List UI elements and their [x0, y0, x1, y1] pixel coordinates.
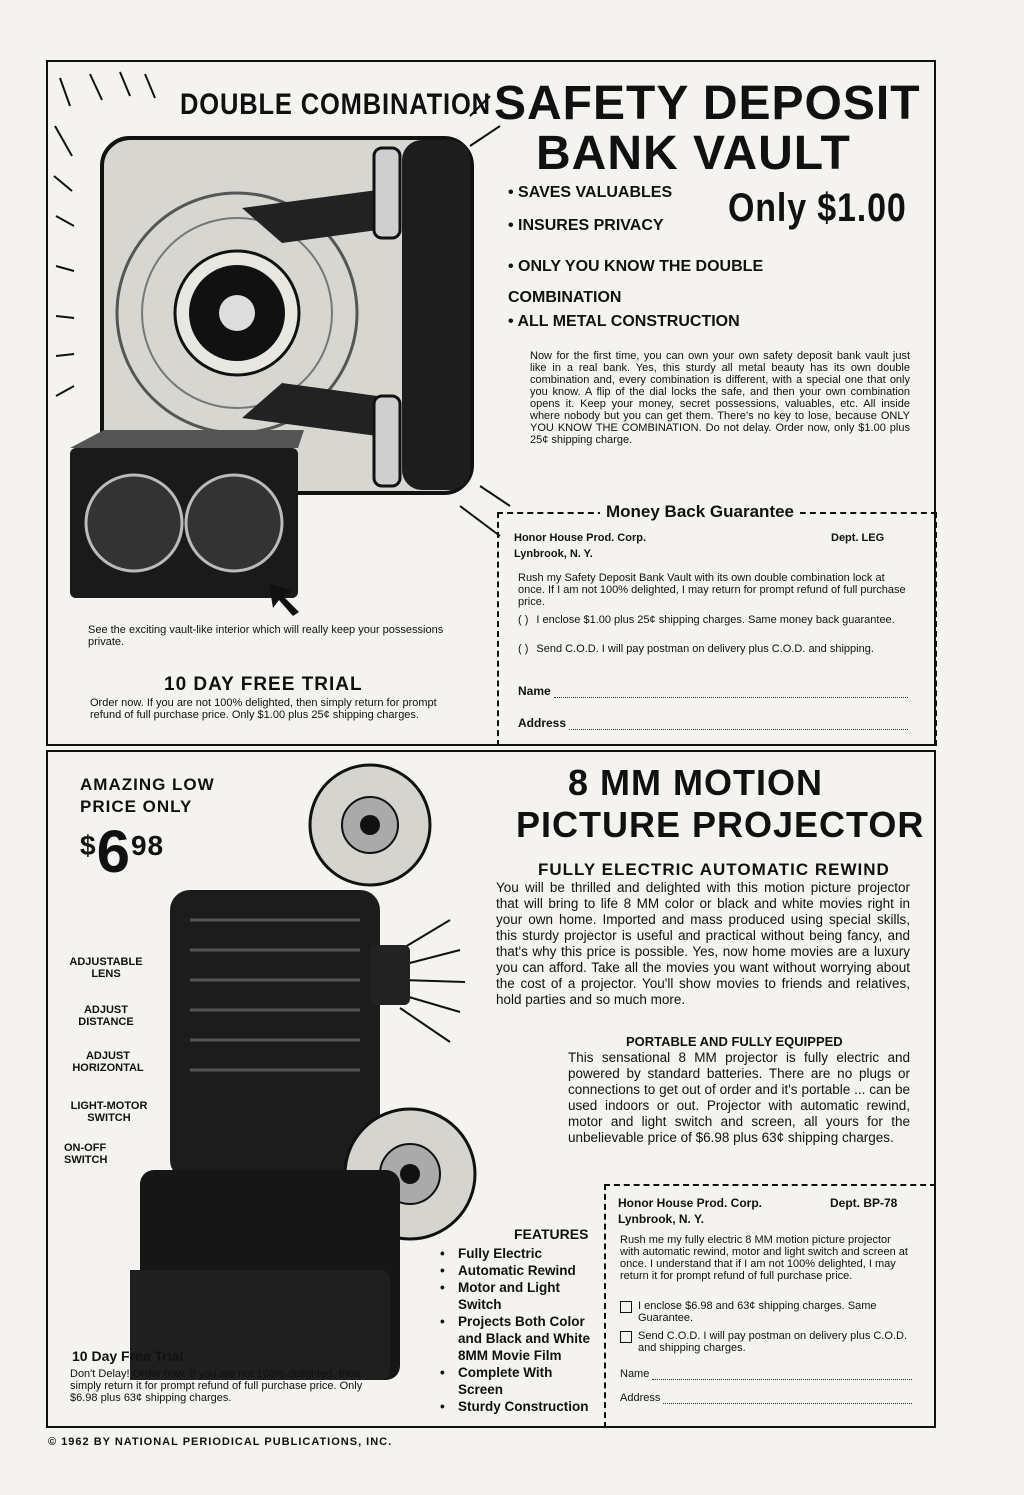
projector-title-line1: 8 MM MOTION	[568, 762, 823, 803]
vault-coupon-dept: Dept. LEG	[831, 532, 885, 544]
projector-subtitle: FULLY ELECTRIC AUTOMATIC REWIND	[538, 860, 890, 879]
projector-option-2-checkbox[interactable]	[620, 1331, 632, 1343]
projector-coupon-dept: Dept. BP-78	[830, 1196, 898, 1210]
projector-title-line2: PICTURE PROJECTOR	[516, 804, 925, 845]
projector-address-field[interactable]	[620, 1392, 912, 1404]
vault-coupon-company: Honor House Prod. Corp.	[514, 532, 646, 544]
vault-bullet-3: • ONLY YOU KNOW THE DOUBLE COMBINATION	[508, 258, 764, 306]
feature-item: • Fully Electric	[438, 1245, 598, 1262]
feature-item: • Sturdy Construction	[438, 1398, 598, 1415]
projector-option-1[interactable]	[620, 1300, 912, 1324]
projector-trial-title: 10 Day Free Trial	[72, 1348, 184, 1364]
vault-trial-text: Order now. If you are not 100% delighted, then simply return for prompt refund of full purchase price. Only $1.00 plus 25¢ shipping charges.	[90, 697, 437, 721]
callout-adjust-horizontal: ADJUST HORIZONTAL	[72, 1050, 144, 1074]
vault-coupon-heading: Money Back Guarantee	[600, 502, 800, 522]
projector-trial-text: Don't Delay! Order now. If you are not 100% delighted, then simply return it for prompt refund of full purchase price. Only $6.98 plus 63¢ shipping charges.	[70, 1368, 363, 1404]
projector-address-label: Address	[620, 1392, 661, 1404]
vault-option-1-checkbox[interactable]: ( )	[518, 614, 529, 626]
vault-coupon-text: Rush my Safety Deposit Bank Vault with its own double combination lock at once. If I am not 100% delighted, I may return for prompt refund of full purchase price.	[518, 572, 906, 608]
price-cents: 98	[130, 830, 165, 861]
vault-name-line[interactable]	[554, 687, 908, 698]
vault-option-2-checkbox[interactable]: ( )	[518, 643, 529, 655]
projector-name-line[interactable]	[652, 1369, 912, 1380]
vault-name-label: Name	[518, 684, 551, 698]
arrow-icon	[265, 580, 305, 620]
projector-price-label: AMAZING LOW PRICE ONLY	[80, 775, 215, 816]
vault-address-line[interactable]	[569, 719, 908, 730]
projector-body-1: You will be thrilled and delighted with this motion picture projector that will bring to life 8 MM color or black and white movies right in your own home. Imported and mass produced using special skills, this sturdy projector is useful and practical without being fancy, and that's why this price is possible. Yes, now home movies are a luxury you can afford. Take all the movies you want without worrying about the cost of a projector. You'll show movies to friends and relatives, hold parties and so much more.	[496, 880, 910, 1007]
double-combination-label: DOUBLE COMBINATION	[180, 88, 491, 121]
features-title: FEATURES	[514, 1226, 589, 1242]
copyright-notice: © 1962 BY NATIONAL PERIODICAL PUBLICATIONS, INC.	[48, 1436, 393, 1448]
vault-option-2[interactable]	[518, 643, 910, 655]
projector-option-1-text: I enclose $6.98 and 63¢ shipping charges. Same Guarantee.	[638, 1300, 877, 1324]
vault-trial-title: 10 DAY FREE TRIAL	[164, 674, 363, 695]
price-dollar: $	[80, 830, 97, 861]
vault-body-text: Now for the first time, you can own your own safety deposit bank vault just like in a real bank. Yes, this sturdy all metal beauty has its own double combination and, every combination is different, with a special one that only you know. A flip of the dial locks the safe, and then your own combination opens it. Keep your money, secret possessions, valuables, etc. All inside where nobody but you can get them. There's no key to lose, because ONLY YOU KNOW THE COMBINATION. Do not delay. Order now, only $1.00 plus 25¢ shipping charge.	[530, 350, 910, 446]
projector-option-1-checkbox[interactable]	[620, 1301, 632, 1313]
vault-option-1-text: I enclose $1.00 plus 25¢ shipping charges. Same money back guarantee.	[536, 614, 895, 626]
feature-item: • Projects Both Color and Black and White 8MM Movie Film	[438, 1313, 598, 1364]
projector-body-2: This sensational 8 MM projector is fully electric and powered by standard batteries. There are no plugs or connections to get out of order and it's portable ... can be used indoors or out. Projector with automatic rewind, motor and light switch and screen, all yours for the unbelievable price of $6.98 plus 63¢ shipping charges.	[568, 1050, 910, 1145]
vault-coupon-city: Lynbrook, N. Y.	[514, 548, 593, 560]
vault-address-label: Address	[518, 716, 567, 730]
feature-item: • Complete With Screen	[438, 1364, 598, 1398]
vault-title-line2: BANK VAULT	[536, 127, 851, 180]
vault-option-2-text: Send C.O.D. I will pay postman on delivery plus C.O.D. and shipping.	[536, 643, 874, 655]
feature-item: • Automatic Rewind	[438, 1262, 598, 1279]
callout-adjust-distance: ADJUST DISTANCE	[78, 1004, 134, 1028]
projector-coupon-text: Rush me my fully electric 8 MM motion picture projector with automatic rewind, motor and light switch and screen at once. I understand that if I am not 100% delighted, I may return it for prompt refund of full purchase price.	[620, 1234, 908, 1282]
projector-name-label: Name	[620, 1368, 650, 1380]
projector-subhead-2: PORTABLE AND FULLY EQUIPPED	[626, 1034, 843, 1049]
vault-address-field[interactable]	[518, 716, 908, 730]
projector-coupon-company: Honor House Prod. Corp.	[618, 1196, 762, 1210]
vault-bullet-1: • SAVES VALUABLES	[508, 184, 673, 201]
vault-option-1[interactable]	[518, 614, 910, 626]
vault-name-field[interactable]	[518, 684, 908, 698]
projector-address-line[interactable]	[663, 1393, 912, 1404]
vault-price: Only $1.00	[728, 186, 907, 230]
projector-name-field[interactable]	[620, 1368, 912, 1380]
vault-title-line1: SAFETY DEPOSIT	[494, 77, 921, 130]
vault-bullet-2: • INSURES PRIVACY	[508, 217, 664, 234]
callout-light-motor-switch: LIGHT-MOTOR SWITCH	[70, 1100, 148, 1124]
vault-bullet-4: • ALL METAL CONSTRUCTION	[508, 313, 740, 330]
price-whole: 6	[96, 818, 131, 885]
feature-item: • Motor and Light Switch	[438, 1279, 598, 1313]
projector-coupon-city: Lynbrook, N. Y.	[618, 1212, 705, 1226]
callout-adjustable-lens: ADJUSTABLE LENS	[69, 956, 143, 980]
projector-option-2-text: Send C.O.D. I will pay postman on delivery plus C.O.D. and shipping charges.	[638, 1330, 907, 1354]
projector-option-2[interactable]	[620, 1330, 912, 1354]
features-list	[438, 1245, 598, 1415]
callout-on-off-switch: ON-OFF SWITCH	[64, 1142, 108, 1166]
vault-caption: See the exciting vault-like interior which will really keep your possessions private.	[88, 624, 444, 648]
